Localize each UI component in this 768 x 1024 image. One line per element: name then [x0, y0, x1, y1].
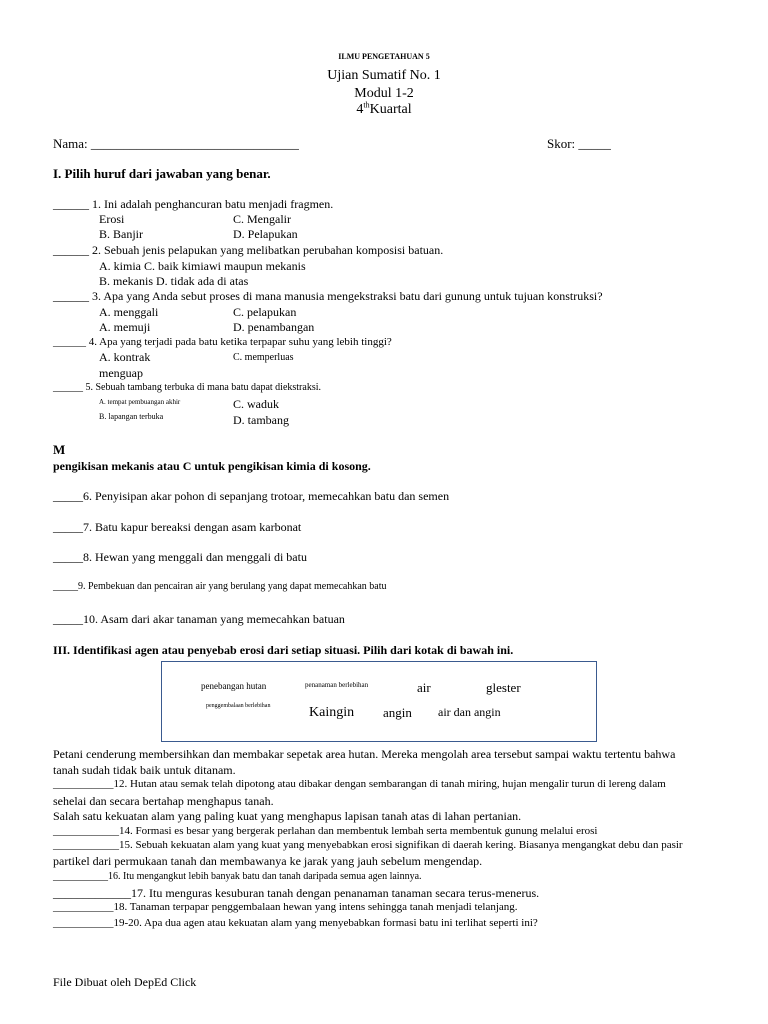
question-1: ______ 1. Ini adalah penghancuran batu menjadi fragmen. — [53, 197, 334, 211]
q4-option-b: menguap — [99, 366, 143, 380]
q2-options-ac: A. kimia C. baik kimiawi maupun mekanis — [99, 259, 306, 273]
question-15-line1: ____________15. Sebuah kekuatan alam yang kuat yang menyebabkan erosi signifikan di daerah kering. Biasanya mengangkat debu dan pasir — [53, 839, 683, 851]
section2-heading-letter: M — [53, 442, 66, 457]
q5-option-b: B. lapangan terbuka — [99, 412, 164, 421]
q1-option-a: Erosi — [99, 212, 125, 226]
question-12-line2: sehelai dan secara bertahap menghapus tanah. — [53, 794, 274, 808]
item-10: _____10. Asam dari akar tanaman yang memecahkan batuan — [53, 612, 345, 626]
word-bank-kaingin: Kaingin — [309, 705, 355, 720]
q3-option-c: C. pelapukan — [233, 305, 297, 319]
item-9: _____9. Pembekuan dan pencairan air yang berulang yang dapat memecahkan batu — [53, 581, 387, 592]
name-field: Nama: ________________________________ — [53, 136, 299, 151]
q4-option-a: A. kontrak — [99, 350, 151, 364]
word-bank-penggembalaan: penggembalaan berlebihan — [206, 703, 271, 709]
q3-option-a: A. menggali — [99, 305, 159, 319]
word-bank-air-dan-angin: air dan angin — [438, 705, 501, 719]
question-17: _____________17. Itu menguras kesuburan tanah dengan penanaman tanaman secara terus-menerus. — [53, 886, 540, 900]
quarter-number: 4 — [356, 102, 364, 117]
q4-option-c: C. memperluas — [233, 352, 294, 363]
q3-option-b: A. memuji — [99, 320, 151, 334]
question-12-line1: ___________12. Hutan atau semak telah dipotong atau dibakar dengan sembarangan di tanah miring, hujan mengalir turun di lereng dalam — [53, 778, 666, 790]
word-bank-angin: angin — [383, 705, 412, 720]
q1-option-c: C. Mengalir — [233, 212, 291, 226]
question-2: ______ 2. Sebuah jenis pelapukan yang melibatkan perubahan komposisi batuan. — [53, 243, 444, 257]
word-bank-air: air — [417, 680, 431, 695]
paragraph-kaingin-line2: tanah sudah tidak baik untuk ditanam. — [53, 763, 236, 777]
question-5: ______ 5. Sebuah tambang terbuka di mana batu dapat diekstraksi. — [53, 382, 321, 393]
item-6: _____6. Penyisipan akar pohon di sepanjang trotoar, memecahkan batu dan semen — [53, 489, 450, 503]
q2-options-bd: B. mekanis D. tidak ada di atas — [99, 274, 249, 288]
footer-credit: File Dibuat oleh DepEd Click — [53, 975, 197, 989]
word-bank-penebangan: penebangan hutan — [201, 681, 267, 691]
question-15-line2: partikel dari permukaan tanah dan membawanya ke jarak yang jauh sebelum mengendap. — [53, 854, 483, 868]
exam-title: Ujian Sumatif No. 1 — [327, 68, 441, 83]
section3-heading: III. Identifikasi agen atau penyebab erosi dari setiap situasi. Pilih dari kotak di bawah ini. — [53, 643, 514, 657]
question-14: ____________14. Formasi es besar yang bergerak perlahan dan membentuk lembah serta membentuk gunung melalui erosi — [53, 825, 598, 837]
question-18: ___________18. Tanaman terpapar penggembalaan hewan yang intens sehingga tanah menjadi telanjang. — [53, 901, 518, 913]
q3-option-d: D. penambangan — [233, 320, 315, 334]
item-8: _____8. Hewan yang menggali dan menggali di batu — [53, 550, 307, 564]
quarter-superscript: th — [363, 100, 370, 110]
question-19-20: ___________19-20. Apa dua agen atau kekuatan alam yang menyebabkan formasi batu ini terlihat seperti ini? — [53, 917, 538, 929]
question-13: Salah satu kekuatan alam yang paling kuat yang menghapus lapisan tanah atas di lahan pertanian. — [53, 809, 522, 823]
q1-option-b: B. Banjir — [99, 227, 143, 241]
item-7: _____7. Batu kapur bereaksi dengan asam karbonat — [53, 520, 302, 534]
quarter-word: Kuartal — [369, 102, 412, 117]
word-bank-penanaman: penanaman berlebihan — [305, 681, 369, 689]
q1-option-d: D. Pelapukan — [233, 227, 298, 241]
quarter-label — [0, 102, 768, 118]
q5-option-a: A. tempat pembuangan akhir — [99, 398, 181, 406]
q5-option-d: D. tambang — [233, 413, 289, 427]
question-4: ______ 4. Apa yang terjadi pada batu ketika terpapar suhu yang lebih tinggi? — [53, 336, 392, 348]
section2-heading: pengikisan mekanis atau C untuk pengikisan kimia di kosong. — [53, 459, 371, 473]
question-3: ______ 3. Apa yang Anda sebut proses di mana manusia mengekstraksi batu dari gunung untuk tujuan konstruksi? — [53, 289, 603, 303]
score-field: Skor: _____ — [547, 136, 611, 151]
question-16: ___________16. Itu mengangkut lebih banyak batu dan tanah daripada semua agen lainnya. — [53, 871, 422, 882]
module-label: Modul 1-2 — [354, 86, 414, 101]
word-bank-glester: glester — [486, 680, 521, 695]
section1-heading: I. Pilih huruf dari jawaban yang benar. — [53, 166, 271, 181]
paragraph-kaingin-line1: Petani cenderung membersihkan dan membakar sepetak area hutan. Mereka mengolah area tersebut sampai waktu tertentu bahwa — [53, 747, 676, 761]
q5-option-c: C. waduk — [233, 397, 279, 411]
subject-title: ILMU PENGETAHUAN 5 — [338, 52, 430, 61]
